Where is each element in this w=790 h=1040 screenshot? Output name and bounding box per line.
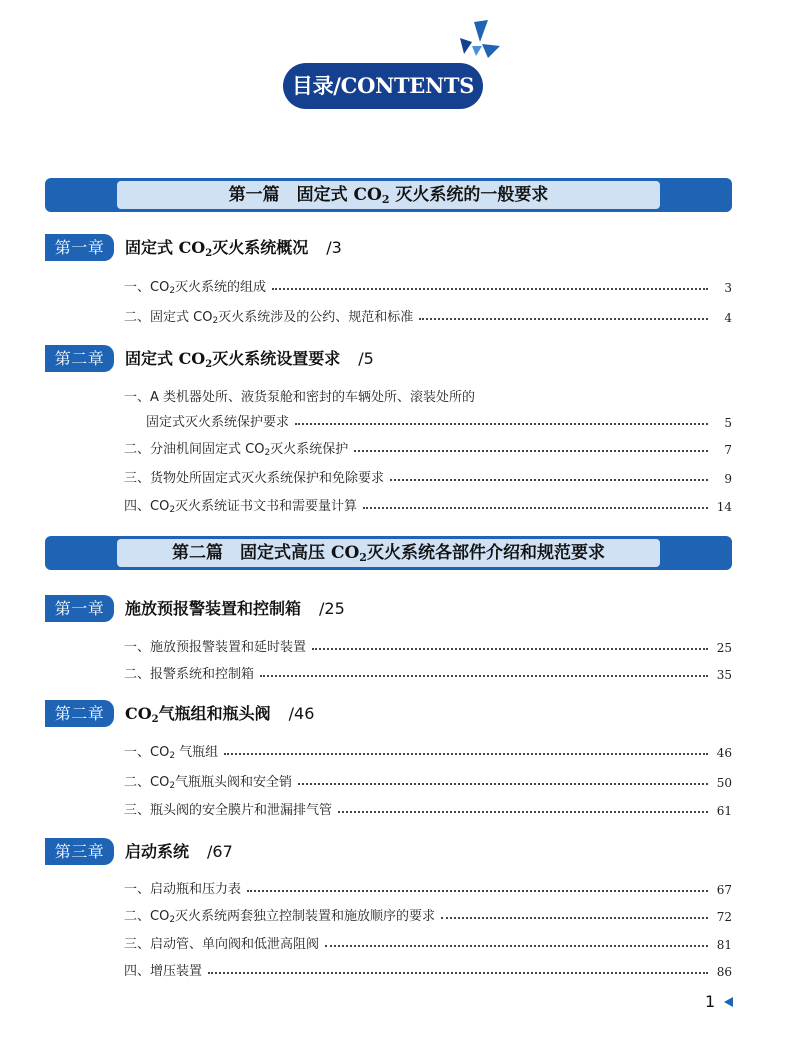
- toc-entry[interactable]: 四、$CO_2$灭火系统证书文书和需要量计算 14: [124, 499, 732, 515]
- part-2-title: 第二篇 固定式高压 $CO_2$灭火系统各部件介绍和规范要求: [117, 539, 660, 567]
- toc-entry[interactable]: 一、启动瓶和压力表 67: [124, 882, 732, 897]
- page-number: 1: [705, 992, 716, 1011]
- corner-triangles-icon: [452, 20, 502, 68]
- toc-entry[interactable]: 一、A 类机器处所、液货泵舱和密封的车辆处所、滚装处所的: [124, 390, 476, 405]
- chapter-badge: 第三章: [45, 838, 114, 865]
- toc-entry[interactable]: 一、施放预报警装置和延时装置 25: [124, 640, 732, 655]
- chapter-heading: [45, 345, 645, 373]
- chapter-badge: 第一章: [45, 234, 114, 261]
- part-1-banner: [45, 178, 732, 212]
- toc-entry[interactable]: 一、$CO_2$ 气瓶组 46: [124, 745, 732, 761]
- chapter-heading: [45, 234, 645, 262]
- toc-entry[interactable]: 三、瓶头阀的安全膜片和泄漏排气管 61: [124, 803, 732, 818]
- toc-entry[interactable]: 二、$CO_2$灭火系统两套独立控制装置和施放顺序的要求 72: [124, 909, 732, 925]
- part-1-title: 第一篇 固定式 $CO_2$ 灭火系统的一般要求: [117, 181, 660, 209]
- toc-entry[interactable]: 二、报警系统和控制箱 35: [124, 667, 732, 682]
- part-2-banner: [45, 536, 732, 570]
- chapter-badge: 第一章: [45, 595, 114, 622]
- chapter-title: 施放预报警装置和控制箱 /25: [125, 599, 345, 618]
- toc-entry[interactable]: 三、启动管、单向阀和低泄高阻阀 81: [124, 937, 732, 952]
- toc-entry[interactable]: 二、分油机间固定式 $CO_2$灭火系统保护 7: [124, 442, 732, 458]
- chapter-heading: [45, 838, 645, 866]
- toc-entry[interactable]: 二、固定式 $CO_2$灭火系统涉及的公约、规范和标准 4: [124, 310, 732, 326]
- toc-entry[interactable]: 四、增压装置 86: [124, 964, 732, 979]
- left-arrow-icon: [722, 996, 734, 1008]
- toc-entry[interactable]: 二、$CO_2$气瓶瓶头阀和安全销 50: [124, 775, 732, 791]
- chapter-title: $CO_2$气瓶组和瓶头阀 /46: [125, 704, 315, 725]
- toc-entry[interactable]: 固定式灭火系统保护要求 5: [146, 415, 732, 430]
- page-title: 目录/CONTENTS: [283, 63, 483, 109]
- chapter-heading: [45, 700, 645, 728]
- chapter-title: 启动系统 /67: [125, 842, 233, 861]
- chapter-badge: 第二章: [45, 700, 114, 727]
- chapter-badge: 第二章: [45, 345, 114, 372]
- toc-entry[interactable]: 三、货物处所固定式灭火系统保护和免除要求 9: [124, 471, 732, 486]
- chapter-title: 固定式 $CO_2$灭火系统概况 /3: [125, 238, 342, 259]
- chapter-title: 固定式 $CO_2$灭火系统设置要求 /5: [125, 349, 374, 370]
- chapter-heading: [45, 595, 645, 623]
- toc-entry[interactable]: 一、$CO_2$灭火系统的组成 3: [124, 280, 732, 296]
